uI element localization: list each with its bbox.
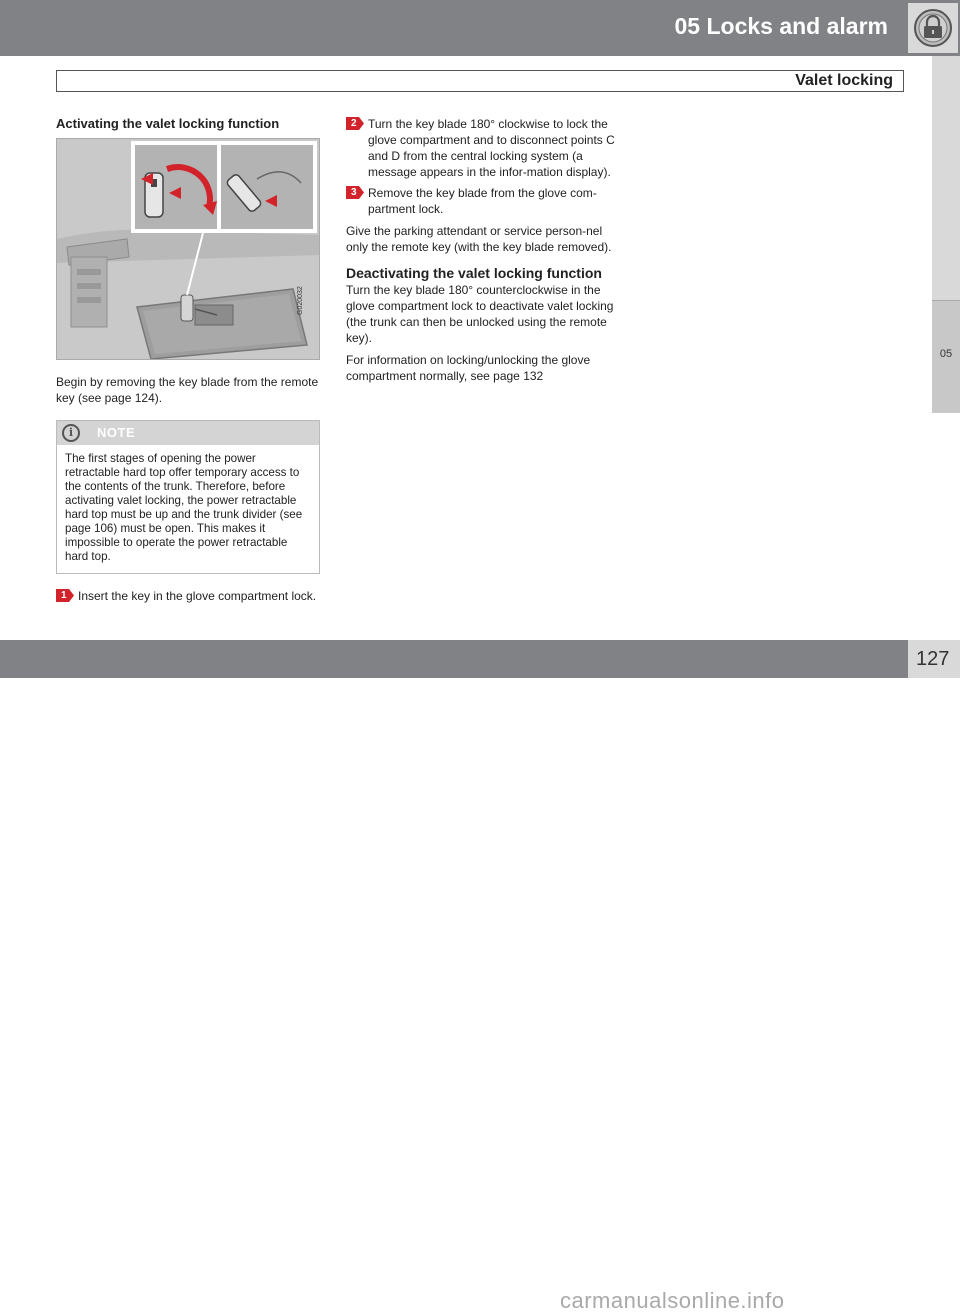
- left-column: [56, 116, 320, 604]
- deactivating-heading: Deactivating the valet locking function: [346, 265, 602, 281]
- note-header: [57, 421, 319, 445]
- glove-compartment-figure: [56, 138, 320, 360]
- step-2: [346, 116, 618, 180]
- deactivating-paragraph: Turn the key blade 180° counterclockwise in the glove compartment lock to deactivate valet locking (the trunk can then be unlocked using the remote key).: [346, 283, 614, 345]
- padlock-icon: [908, 3, 958, 53]
- chapter-title: 05 Locks and alarm: [674, 13, 888, 39]
- info-icon: i: [62, 424, 80, 442]
- step-1: [56, 588, 320, 604]
- figure-illustration: [57, 139, 320, 360]
- page-number: 127: [916, 648, 950, 670]
- step-3-marker-icon: [346, 186, 364, 199]
- step-1-text: Insert the key in the glove compartment lock.: [78, 589, 317, 603]
- step-3-number: 3: [351, 187, 357, 198]
- step-2-text: Turn the key blade 180° clockwise to lock the glove compartment and to disconnect points C and D from the central locking system (a message appears in the infor-mation display).: [368, 117, 615, 179]
- page-header: [0, 0, 960, 56]
- activating-heading: Activating the valet locking function: [56, 116, 280, 131]
- note-label: NOTE: [97, 425, 136, 440]
- step-3: [346, 185, 618, 217]
- step-1-number: 1: [61, 590, 67, 601]
- figure-code: G020032: [297, 286, 304, 315]
- page-footer: [0, 640, 960, 1313]
- section-bar: [56, 70, 904, 92]
- step-1-marker-icon: [56, 589, 74, 602]
- note-text: The first stages of opening the power retractable hard top offer temporary access to the contents of the trunk. Therefore, before activating valet locking, the power retractable hard top must be up and the trunk divider (see page 106) must be open. This makes it impossible to operate the power retractable hard top.: [65, 452, 303, 563]
- step-3-text: Remove the key blade from the glove com-partment lock.: [368, 186, 597, 216]
- intro-paragraph: Begin by removing the key blade from the remote key (see page 124).: [56, 375, 319, 405]
- section-title: Valet locking: [795, 72, 893, 89]
- chapter-tab-label: 05: [939, 348, 953, 360]
- attendant-paragraph: Give the parking attendant or service person-nel only the remote key (with the key blade removed).: [346, 224, 612, 254]
- step-2-number: 2: [351, 118, 357, 129]
- note-box: [56, 420, 320, 574]
- middle-column: [346, 116, 618, 384]
- step-2-marker-icon: [346, 117, 364, 130]
- glove-info-paragraph: For information on locking/unlocking the glove compartment normally, see page 132: [346, 353, 591, 383]
- watermark-text: carmanualsonline.info: [560, 1288, 785, 1313]
